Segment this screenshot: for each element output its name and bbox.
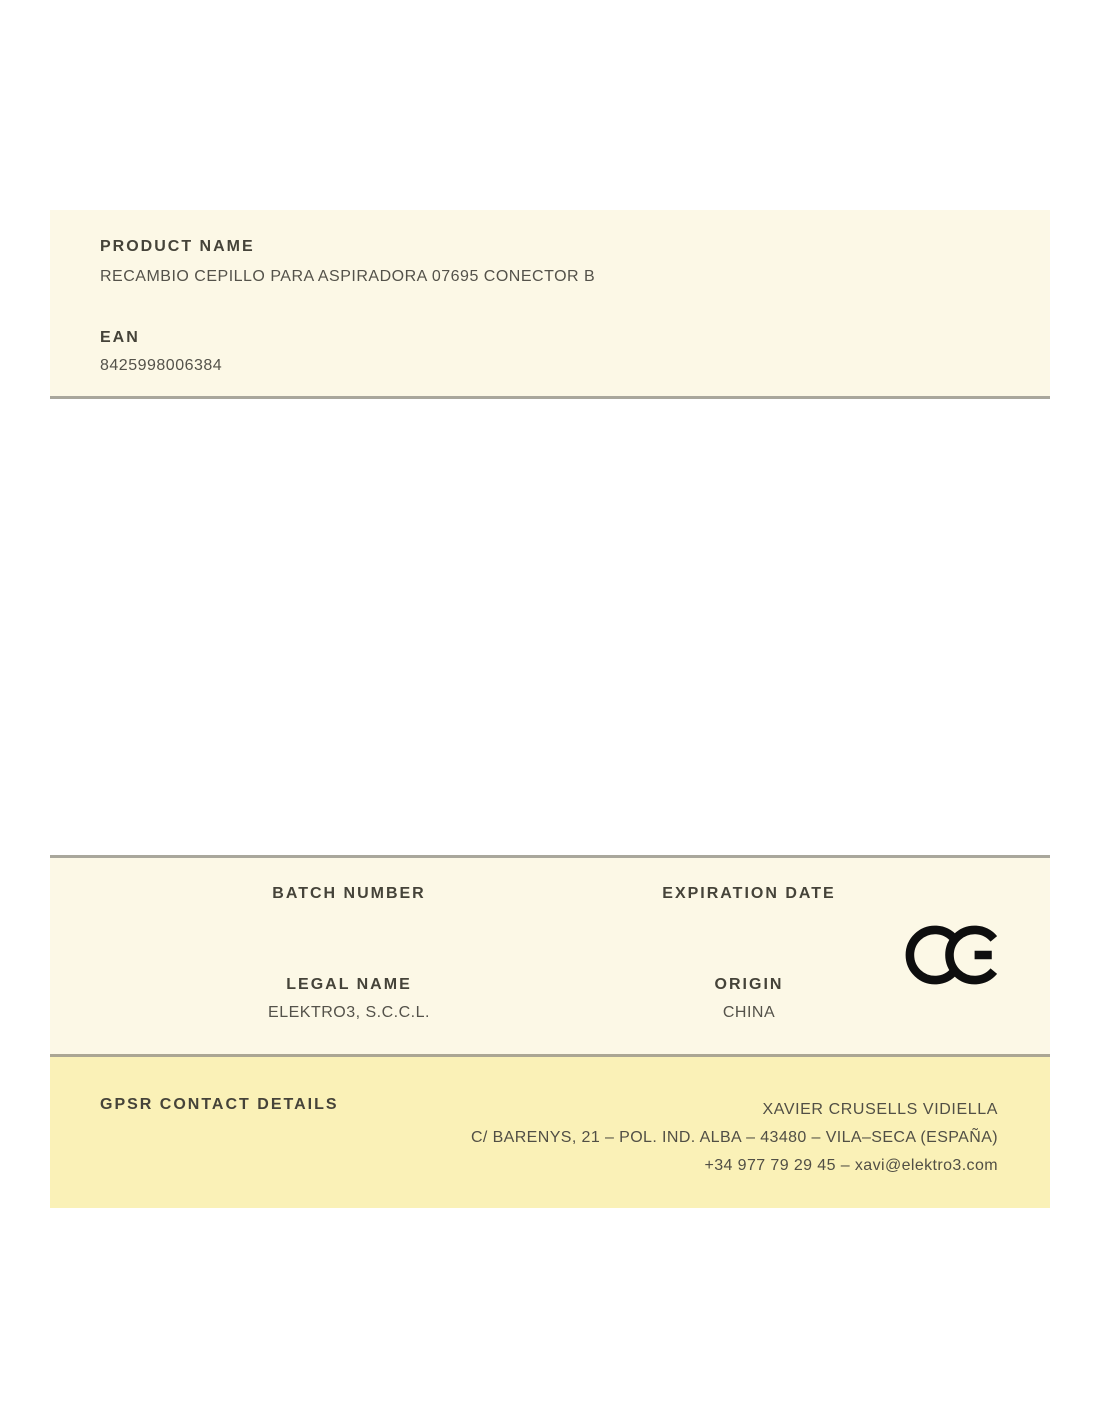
ce-mark-icon xyxy=(905,922,998,988)
legal-name-value: ELEKTRO3, S.C.C.L. xyxy=(268,1004,430,1021)
gpsr-contact-section xyxy=(50,1054,1050,1208)
batch-origin-section xyxy=(50,855,1050,1054)
expiration-date-label: EXPIRATION DATE xyxy=(662,885,836,902)
product-info-section xyxy=(50,210,1050,399)
gpsr-contact-name: XAVIER CRUSELLS VIDIELLA xyxy=(762,1101,998,1118)
origin-value: CHINA xyxy=(722,1004,776,1021)
batch-number-label: BATCH NUMBER xyxy=(272,885,426,902)
origin-label: ORIGIN xyxy=(714,976,784,993)
legal-name-label: LEGAL NAME xyxy=(286,976,412,993)
gpsr-contact-block xyxy=(471,1096,998,1180)
ean-label: EAN xyxy=(100,329,140,346)
gpsr-contact-phone-email: +34 977 79 29 45 – xavi@elektro3.com xyxy=(704,1157,998,1174)
gpsr-contact-address: C/ BARENYS, 21 – POL. IND. ALBA – 43480 – VILA–SECA (ESPAÑA) xyxy=(470,1129,998,1146)
product-name-label: PRODUCT NAME xyxy=(100,238,255,255)
product-name-value: RECAMBIO CEPILLO PARA ASPIRADORA 07695 CONECTOR B xyxy=(100,268,596,285)
ean-value: 8425998006384 xyxy=(100,357,223,374)
gpsr-contact-details-label: GPSR CONTACT DETAILS xyxy=(100,1096,339,1113)
